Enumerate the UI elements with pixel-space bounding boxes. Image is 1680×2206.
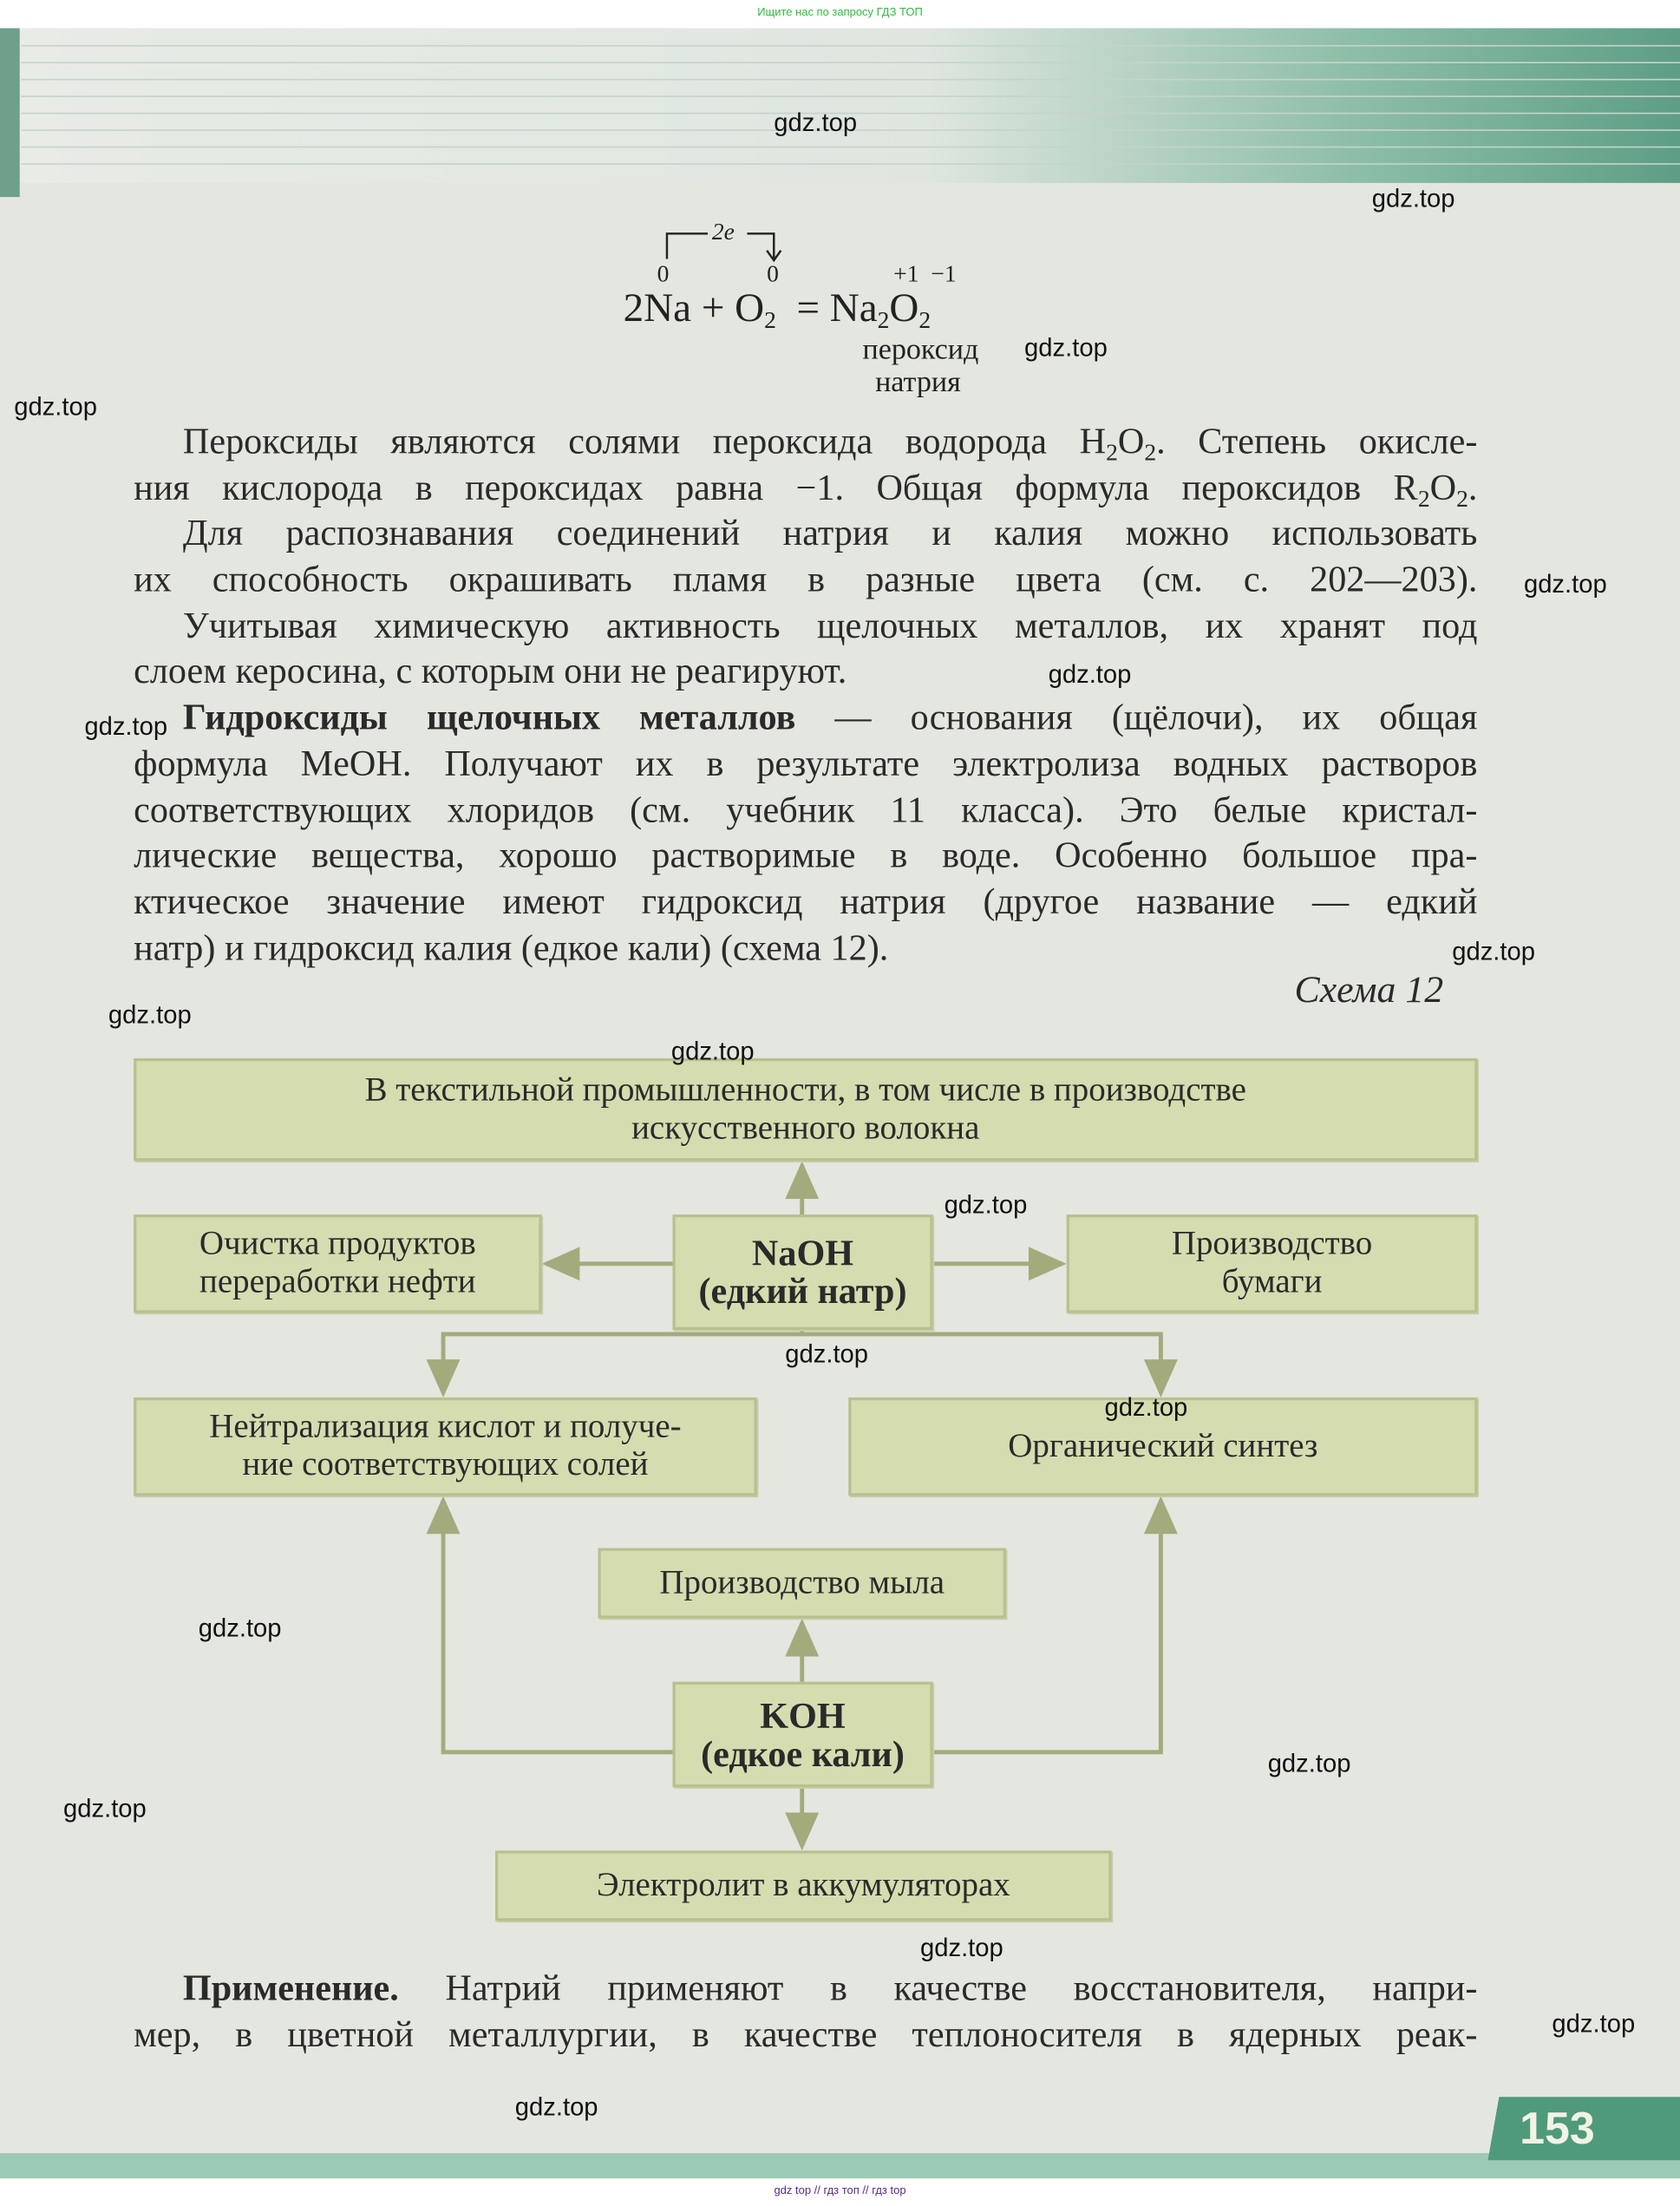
- text-line: ктическое значение имеют гидроксид натрия (другое название — едкий: [134, 880, 1478, 922]
- scheme-box-electrolyte: Электролит в аккумуляторах: [495, 1850, 1112, 1921]
- scheme-box-organic-synthesis: Органический синтез: [848, 1398, 1477, 1496]
- scheme-box-oil-refining: Очистка продуктов переработки нефти: [134, 1214, 541, 1313]
- text-line: соответствующих хлоридов (см. учебник 11 класса). Это белые кристал-: [134, 789, 1478, 830]
- scheme-caption: Схема 12: [1294, 968, 1444, 1011]
- text-line: Для распознавания соединений натрия и калия можно использовать: [182, 513, 1478, 554]
- term-hydroxides: Гидроксиды щелочных металлов: [182, 697, 796, 738]
- oxidation-state-product: +1 −1: [893, 260, 957, 287]
- watermark: gdz.top: [785, 1339, 869, 1368]
- term-application: Применение.: [182, 1967, 399, 2009]
- subscript: 2: [764, 306, 776, 334]
- watermark: gdz.top: [1452, 937, 1536, 966]
- subscript: 2: [918, 306, 932, 334]
- watermark: gdz.top: [63, 1794, 147, 1823]
- oxidation-state-o: 0: [767, 260, 779, 287]
- plus-sign: +: [701, 285, 725, 331]
- product-na: Na: [829, 285, 878, 331]
- scheme-box-koh: KOH (едкое кали): [672, 1682, 932, 1788]
- watermark: gdz.top: [198, 1614, 282, 1643]
- reactant-na: 2Na: [623, 285, 692, 331]
- watermark: gdz.top: [1552, 2009, 1636, 2039]
- text-line: формула MeOH. Получают их в результате электролиза водных растворов: [134, 743, 1478, 784]
- oxidation-state-na: 0: [657, 260, 670, 287]
- watermark: gdz.top: [774, 108, 858, 137]
- equals-sign: =: [796, 285, 820, 331]
- text-line: натр) и гидроксид калия (едкое кали) (схема 12).: [134, 926, 889, 968]
- scheme-box-soap: Производство мыла: [598, 1548, 1005, 1619]
- text-line: мер, в цветной металлургии, в качестве теплоносителя в ядерных реак-: [134, 2013, 1478, 2055]
- watermark: gdz.top: [108, 1000, 192, 1029]
- watermark: gdz.top: [1523, 570, 1607, 599]
- top-banner[interactable]: Ищите нас по запросу ГДЗ ТОП: [0, 0, 1680, 28]
- watermark: gdz.top: [1104, 1393, 1188, 1422]
- text-line: их способность окрашивать пламя в разные цвета (см. с. 202—203).: [134, 559, 1478, 600]
- watermark: gdz.top: [514, 2092, 598, 2121]
- watermark: gdz.top: [1048, 659, 1132, 689]
- product-o: O: [889, 285, 919, 331]
- watermark: gdz.top: [84, 711, 168, 741]
- watermark: gdz.top: [1024, 333, 1108, 362]
- watermark: gdz.top: [14, 392, 98, 422]
- text-line: Применение. Натрий применяют в качестве восстановителя, напри-: [182, 1967, 1478, 2009]
- text-line: лические вещества, хорошо растворимые в воде. Особенно большое пра-: [134, 835, 1478, 876]
- reactant-o2: O: [735, 285, 765, 331]
- text-line: слоем керосина, с которым они не реагируют.: [134, 651, 847, 692]
- page-number: 153: [1520, 2102, 1595, 2154]
- text-line: Гидроксиды щелочных металлов — основания (щёлочи), их общая: [182, 697, 1478, 738]
- electron-label: 2e: [711, 218, 735, 245]
- scheme-box-paper: Производство бумаги: [1067, 1214, 1478, 1313]
- watermark: gdz.top: [1267, 1749, 1351, 1777]
- watermark: gdz.top: [919, 1934, 1003, 1962]
- text-line: Учитывая химическую активность щелочных металлов, их хранят под: [182, 605, 1478, 646]
- bottom-banner[interactable]: gdz top // гдз топ // гдз top: [0, 2178, 1680, 2205]
- scheme-box-textile: В текстильной промышленности, в том числе в производстве искусственного волокна: [134, 1058, 1477, 1161]
- scheme-box-neutralization: Нейтрализация кислот и получе- ние соответствующих солей: [134, 1398, 757, 1496]
- text-line: ния кислорода в пероксидах равна −1. Общая формула пероксидов $R_2O_2$.: [134, 467, 1478, 513]
- scheme-box-naoh: NaOH (едкий натр): [672, 1214, 932, 1330]
- subscript: 2: [877, 306, 890, 334]
- watermark: gdz.top: [944, 1190, 1028, 1219]
- product-name-line2: натрия: [875, 364, 961, 399]
- watermark: gdz.top: [670, 1037, 755, 1066]
- watermark: gdz.top: [1371, 184, 1455, 213]
- application-text: [134, 1966, 1477, 2058]
- text-line: Пероксиды являются солями пероксида водорода $H_2O_2$. Степень окисле-: [182, 421, 1478, 466]
- product-name-line1: пероксид: [862, 331, 979, 366]
